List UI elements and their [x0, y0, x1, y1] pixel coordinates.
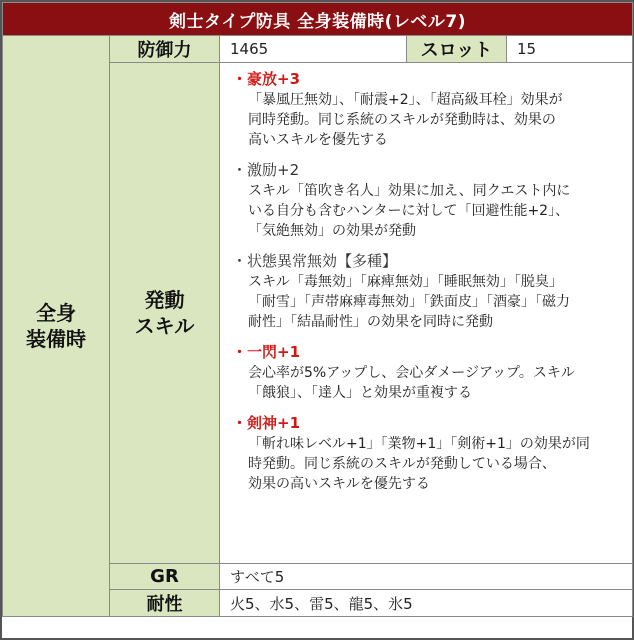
skill-desc-line: 効果の高いスキルを優先する: [248, 476, 430, 492]
skill-desc-line: 「餓狼」、「達人」と効果が重複する: [248, 385, 472, 401]
gr-value: すべて5: [220, 564, 633, 590]
defense-value: 1465: [220, 36, 407, 63]
category-line-1: 全身: [36, 301, 76, 325]
skill-item: [232, 251, 624, 332]
skill-description: [232, 90, 624, 150]
skill-description: [232, 181, 624, 241]
skill-item: [232, 413, 624, 494]
skills-label-cell: [110, 63, 220, 564]
skill-desc-line: 耐性」「結晶耐性」の効果を同時に発動: [248, 314, 493, 330]
skill-description: [232, 272, 624, 332]
skill-name: ・激励+2: [232, 161, 300, 179]
skill-item: [232, 160, 624, 241]
category-line-2: 装備時: [26, 327, 86, 351]
skill-desc-line: 時発動。同じ系統のスキルが発動している場合、: [248, 456, 556, 472]
skill-desc-line: 会心率が5%アップし、会心ダメージアップ。スキル: [248, 365, 575, 381]
skill-desc-line: 「耐雪」「声帯麻痺毒無効」「鉄面皮」「酒豪」「磁力: [248, 294, 570, 310]
defense-label: 防御力: [110, 36, 220, 63]
skills-list: [220, 63, 633, 564]
skill-desc-line: 「気絶無効」の効果が発動: [248, 223, 416, 239]
table-title: 剣士タイプ防具 全身装備時(レベル7): [3, 3, 633, 36]
skill-desc-line: スキル「毒無効」「麻痺無効」「睡眠無効」「脱臭」: [248, 274, 563, 290]
slot-label: スロット: [407, 36, 507, 63]
skill-name: ・剣神+1: [232, 414, 301, 432]
resist-label: 耐性: [110, 590, 220, 617]
slot-value: 15: [507, 36, 633, 63]
skill-desc-line: 「暴風圧無効」、「耐震+2」、「超高級耳栓」効果が: [248, 92, 563, 108]
skills-label-line-1: 発動: [144, 288, 185, 312]
gr-label: GR: [110, 564, 220, 590]
skill-name: ・豪放+3: [232, 70, 301, 88]
skill-desc-line: 同時発動。同じ系統のスキルが発動時は、効果の: [248, 112, 556, 128]
skill-description: [232, 363, 624, 403]
resist-value: 火5、水5、雷5、龍5、氷5: [220, 590, 633, 617]
skill-item: [232, 342, 624, 403]
skill-desc-line: スキル「笛吹き名人」効果に加え、同クエスト内に: [248, 183, 571, 199]
spec-table: [2, 2, 633, 617]
skill-item: [232, 69, 624, 150]
skill-description: [232, 434, 624, 494]
skills-label-line-2: スキル: [134, 314, 195, 338]
skill-name: ・状態異常無効【多種】: [232, 252, 398, 270]
category-cell: [3, 36, 110, 617]
skill-desc-line: 高いスキルを優先する: [248, 132, 388, 148]
skill-desc-line: 「斬れ味レベル+1」「業物+1」「剣術+1」の効果が同: [248, 436, 590, 452]
skill-name: ・一閃+1: [232, 343, 301, 361]
skill-desc-line: いる自分も含むハンターに対して「回避性能+2」、: [248, 203, 570, 219]
